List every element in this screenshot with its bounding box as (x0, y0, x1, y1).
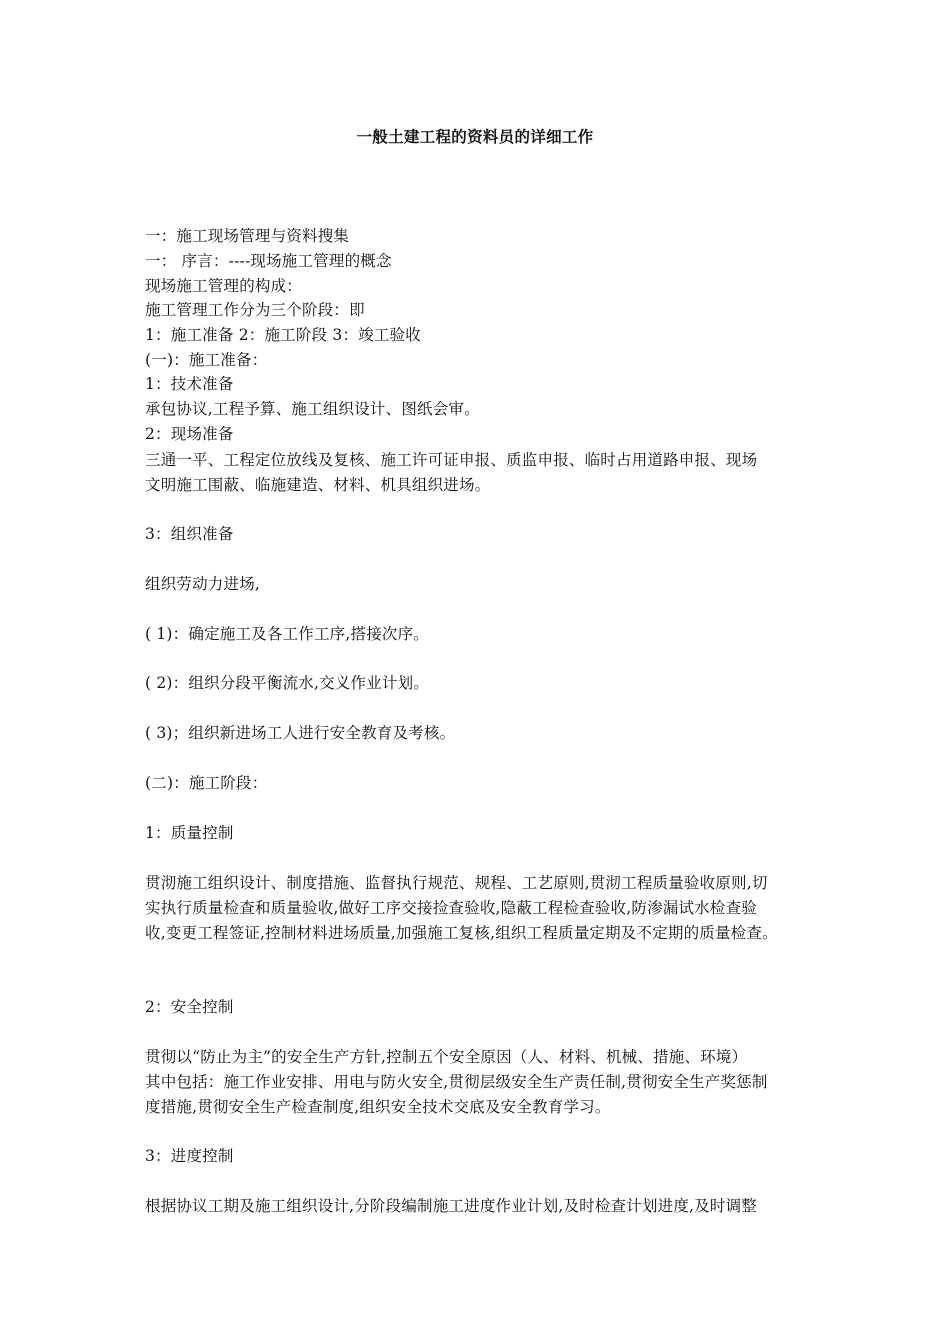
text-line: 现场施工管理的构成： (145, 277, 303, 295)
text-line: 3：组织准备 (145, 525, 234, 543)
text-line: 其中包括：施工作业安排、用电与防火安全,贯彻层级安全生产责任制,贯彻安全生产奖惩制 (145, 1073, 768, 1091)
text-line: ( 1)：确定施工及各工作工序,搭接次序。 (145, 625, 430, 643)
text-line: 施工管理工作分为三个阶段：即 (145, 301, 365, 319)
text-line: 贯彻以“防止为主”的安全生产方针,控制五个安全原因（人、材料、机械、措施、环境） (145, 1048, 748, 1066)
text-line: 2：安全控制 (145, 998, 234, 1016)
text-line: 1：质量控制 (145, 824, 234, 842)
text-line: 贯沏施工组织设计、制度措施、监督执行规范、规程、工艺原则,贯沏工程质量验收原则,切 (145, 874, 768, 892)
document-title: 一般土建工程的资料员的详细工作 (356, 128, 594, 146)
text-line: 1：施工准备 2：施工阶段 3：竣工验收 (145, 326, 421, 344)
text-line: 1：技术准备 (145, 375, 234, 393)
text-line: 3：进度控制 (145, 1147, 234, 1165)
text-line: 组织劳动力进场, (145, 575, 261, 593)
text-line: (二)：施工阶段： (145, 774, 268, 792)
text-line: 一：施工现场管理与资料搜集 (145, 227, 350, 245)
text-line: 实执行质量检查和质量验收,做好工序交接捡查验收,隐蔽工程检查验收,防渗漏试水检查验 (145, 899, 757, 917)
text-line: (一)：施工准备： (145, 351, 268, 369)
text-line: 根据协议工期及施工组织设计,分阶段编制施工进度作业计划,及时检查计划进度,及时调整 (145, 1197, 757, 1215)
text-line: 文明施工围蔽、临施建造、材料、机具组织进场。 (145, 476, 491, 494)
text-line: 收,变更工程签证,控制材料进场质量,加强施工复核,组织工程质量定期及不定期的质量检查。 (145, 924, 778, 942)
text-line: 度措施,贯彻安全生产检查制度,组织安全技术交底及安全教育学习。 (145, 1098, 611, 1116)
text-line: 三通一平、工程定位放线及复核、施工许可证申报、质监申报、临时占用道路申报、现场 (145, 451, 758, 469)
text-line: 承包协议,工程予算、施工组织设计、图纸会审。 (145, 400, 480, 418)
text-line: 2：现场准备 (145, 425, 234, 443)
text-line: ( 3)；组织新进场工人进行安全教育及考核。 (145, 724, 456, 742)
text-line: ( 2)：组织分段平衡流水,交义作业计划。 (145, 674, 430, 692)
text-line: 一： 序言：----现场施工管理的概念 (145, 252, 392, 270)
